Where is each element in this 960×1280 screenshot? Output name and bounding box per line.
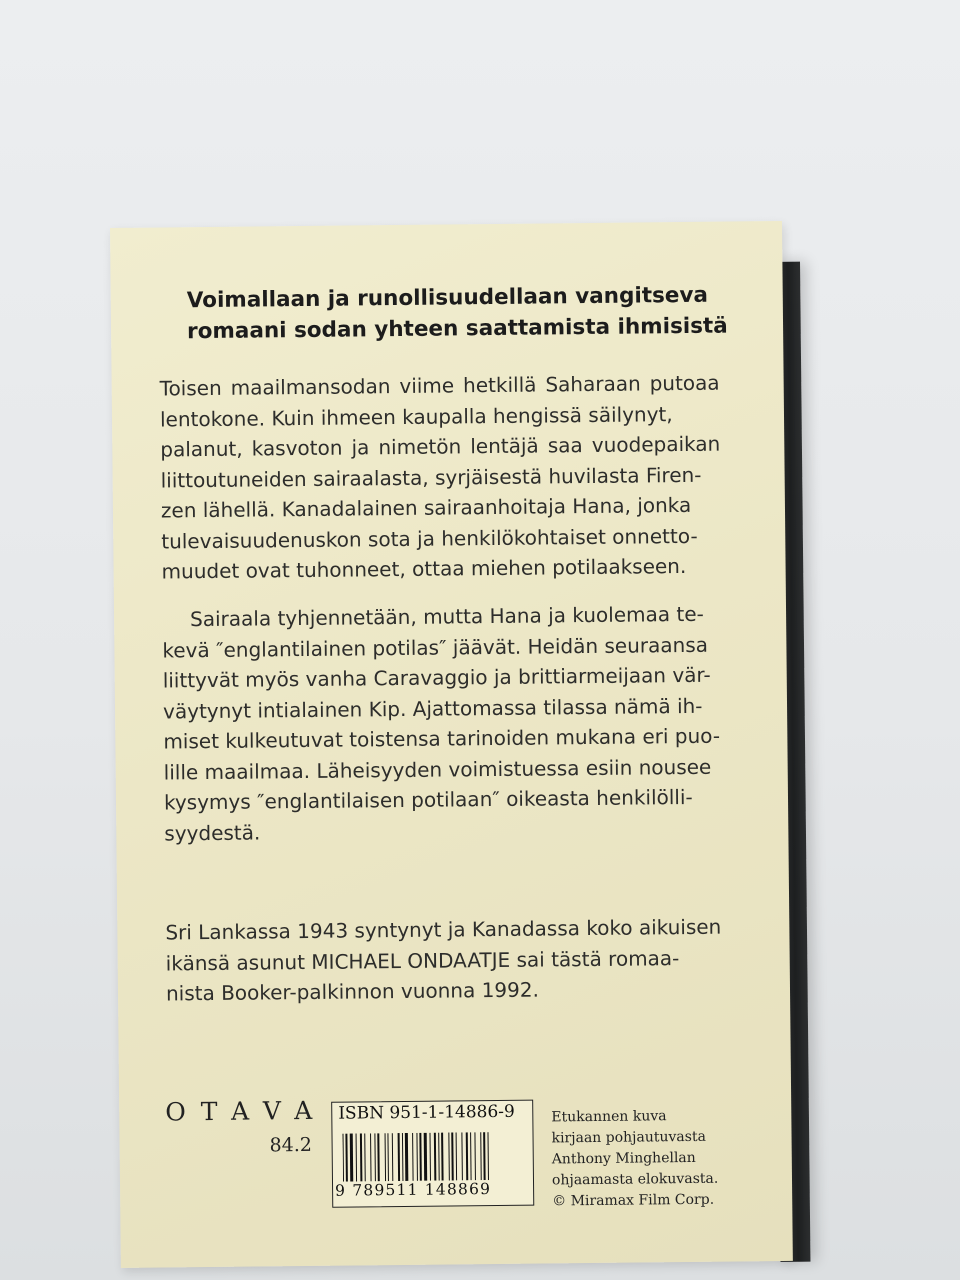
text-line: muudet ovat tuhonneet, ottaa miehen potilaakseen. [161,553,687,584]
barcode-bar [416,1133,418,1181]
credit-line: © Miramax Film Corp. [552,1191,715,1210]
credit-line: Anthony Minghellan [551,1149,696,1168]
text-line: Sri Lankassa 1943 syntynyt ja Kanadassa koko aikuisen [165,914,722,945]
barcode-bar [487,1132,489,1180]
text-line: lentokone. Kuin ihmeen kaupalla hengissä säilynyt, [159,401,673,431]
credit-line: Etukannen kuva [551,1108,667,1126]
text-line: miset kulkeutuvat toistensa tarinoiden mukana eri puo- [163,723,721,754]
text-line: palanut, kasvoton ja nimetön lentäjä saa vuodepaikan [160,431,721,462]
class-number: 84.2 [269,1133,313,1157]
barcode-bar [412,1133,414,1181]
barcode-bar [385,1133,387,1181]
barcode-bar [364,1133,366,1181]
barcode-bar [434,1133,437,1181]
barcode-bar [441,1133,444,1181]
author-paragraph [165,912,726,1009]
photo-credit [551,1105,772,1212]
barcode-bar [392,1133,394,1181]
barcode-bar [405,1133,409,1181]
barcode-bar [345,1134,348,1182]
barcode-bar [451,1132,454,1180]
barcode-bar [356,1133,358,1181]
isbn-text: ISBN 951-1-14886-9 [338,1101,515,1124]
barcode-bar [448,1132,450,1180]
barcode-bar [456,1132,458,1180]
barcode-bar [402,1133,404,1181]
barcode-bar [360,1133,363,1181]
barcode-bar [470,1132,472,1180]
barcode-bar [474,1132,476,1180]
text-line: lille maailmaa. Läheisyyden voimistuessa esiin nousee [163,754,712,784]
text-line: ikänsä asunut MICHAEL ONDAATJE sai tästä romaa- [165,945,680,975]
synopsis-paragraph-1 [160,368,722,587]
barcode-bar [377,1133,380,1181]
barcode-bar [461,1132,463,1180]
text-line: liittyvät myös vanha Caravaggio ja brittiarmeijaan vär- [162,662,711,693]
headline-line: Voimallaan ja runollisuudellaan vangitseva [186,282,709,314]
text-line: väytynyt intialainen Kip. Ajattomassa tilassa nämä ih- [162,693,703,723]
barcode-bar [350,1134,354,1182]
text-line: kevä ″englantilainen potilas″ jäävät. Heidän seuraansa [162,632,709,662]
credit-line: kirjaan pohjautuvasta [551,1128,706,1147]
barcode-bar [342,1134,344,1182]
headline-line: romaani sodan yhteen saattamista ihmisistä [186,313,728,345]
barcode-digits: 9 789511 148869 [334,1180,492,1200]
barcode-bar [480,1132,482,1180]
barcode-bar [438,1133,440,1181]
text-line: tulevaisuudenuskon sota ja henkilökohtaiset onnetto- [161,523,698,553]
text-line: nista Booker-palkinnon vuonna 1992. [165,977,539,1006]
barcode-bar [398,1133,401,1181]
text-line: Toisen maailmansodan viime hetkillä Saharaan putoaa [159,370,720,401]
barcode-box [331,1100,534,1208]
synopsis-paragraph-2 [162,599,725,849]
text-line: liittoutuneiden sairaalasta, syrjäisestä huvilasta Firen- [160,462,702,492]
barcode-bar [424,1133,428,1181]
publisher-logo: OTAVA [165,1095,328,1127]
barcode-bar [429,1133,431,1181]
credit-line: ohjaamasta elokuvasta. [551,1170,719,1189]
barcode-bar [370,1133,372,1181]
text-line: Sairaala tyhjennetään, mutta Hana ja kuolemaa te- [189,601,704,632]
text-line: syydestä. [164,819,261,845]
book-back-cover [110,221,793,1268]
barcode-bar [387,1133,389,1181]
barcode-icon [342,1132,528,1182]
barcode-bar [419,1133,422,1181]
headline [186,280,728,347]
barcode-bar [466,1132,469,1180]
barcode-bar [483,1132,486,1180]
text-line: kysymys ″englantilaisen potilaan″ oikeasta henkilölli- [163,784,693,815]
barcode-bar [374,1133,376,1181]
text-line: zen lähellä. Kanadalainen sairaanhoitaja Hana, jonka [160,492,692,523]
